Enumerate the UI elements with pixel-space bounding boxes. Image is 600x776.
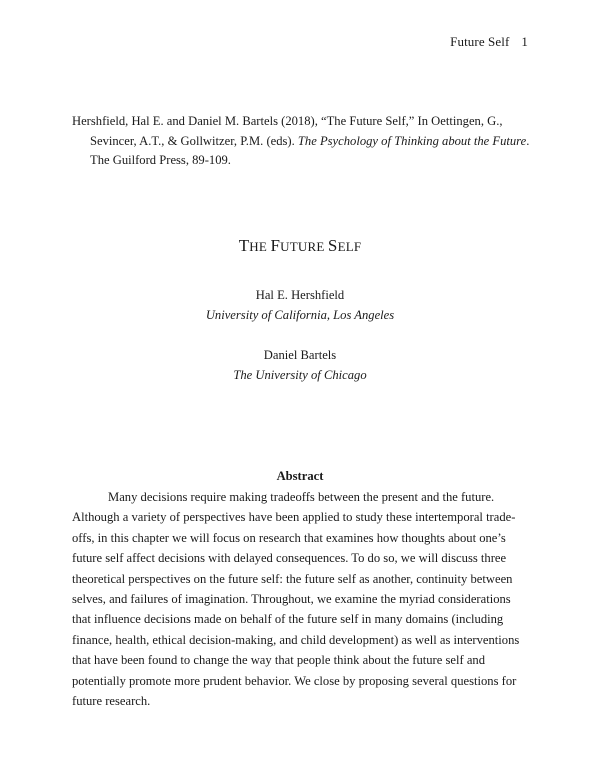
citation-book-title: The Psychology of Thinking about the Future (297, 133, 527, 148)
author-block-1 (0, 285, 600, 325)
abstract-heading: Abstract (276, 469, 324, 483)
page-number: 1 (521, 34, 528, 49)
title-s-cap: S (327, 236, 338, 255)
author-affiliation: University of California, Los Angeles (205, 308, 395, 322)
title-elf-small-caps: ELF (337, 239, 362, 254)
author-affiliation: The University of Chicago (233, 368, 367, 382)
title-t-cap: T (238, 236, 250, 255)
paper-title (0, 236, 600, 256)
citation-tail: . The Guilford Press, 89-109. (90, 133, 530, 167)
running-head (450, 34, 528, 50)
author-name: Hal E. Hershfield (255, 288, 345, 302)
title-he-small-caps: HE (249, 239, 271, 254)
abstract-body: Many decisions require making tradeoffs between the present and the future. Although a variety of perspectives have been applied to study these intertemporal trade-offs, in this chapter we will focus on research that examines how thoughts about one’s future self affect decisions with delayed consequences. To do so, we will discuss three theoretical perspectives on the future self: the future self as another, continuity between selves, and failures of imagination. Throughout, we examine the myriad considerations that influence decisions made on behalf of the future self in many domains (including finance, health, ethical decision-making, and child development) as well as interventions that have been found to change the way that people think about the future self and potentially promote more prudent behavior. We close by proposing several questions for future research. (72, 490, 520, 709)
author-block-2 (0, 345, 600, 385)
citation (72, 112, 550, 171)
title-f-cap: F (270, 236, 281, 255)
citation-lead: Hershfield, Hal E. and Daniel M. Bartels (2018), “The Future Self,” In Oettingen, G., Sevincer, A.T., & Gollwitzer, P.M. (eds). (72, 114, 503, 148)
title-uture-small-caps: UTURE (280, 239, 328, 254)
running-head-title: Future Self (450, 34, 510, 49)
author-name: Daniel Bartels (263, 348, 337, 362)
